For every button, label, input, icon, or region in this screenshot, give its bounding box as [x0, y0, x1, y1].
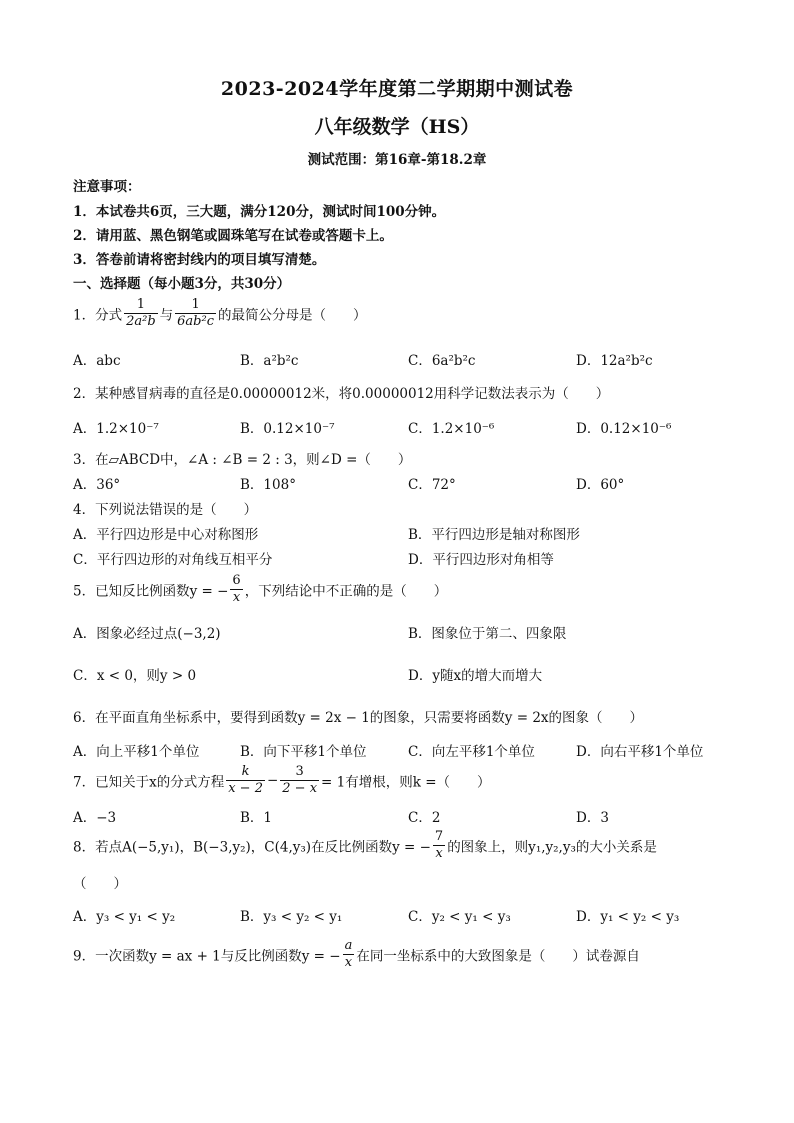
- question-9-stem: 9．一次函数y = ax + 1与反比例函数y = − $\frac{a}{x}$ 在同一坐标系中的大致图象是（ ）试卷源自: [73, 938, 640, 970]
- fraction: $\frac{1}{\text{6ab²c}}$: [177, 297, 214, 329]
- fraction: $\frac{1}{\text{2a²b}}$: [126, 297, 156, 329]
- option-b: B．a²b²c: [240, 353, 299, 369]
- note-item: 2．请用蓝、黑色钢笔或圆珠笔写在试卷或答题卡上。: [73, 228, 393, 244]
- option-c: C．6a²b²c: [408, 353, 476, 369]
- option-c: C．72°: [408, 477, 456, 493]
- option-b: B．0.12×10⁻⁷: [240, 421, 335, 437]
- option-a: A．图象必经过点(−3,2): [73, 626, 221, 642]
- option-d: D．3: [576, 810, 609, 826]
- note-item: 1．本试卷共6页，三大题，满分120分，测试时间100分钟。: [73, 204, 446, 220]
- option-b: B．y₃ < y₂ < y₁: [240, 909, 343, 925]
- exam-title: 2023-2024学年度第二学期期中测试卷: [220, 78, 574, 100]
- option-a: A．abc: [73, 353, 121, 369]
- option-c: C．2: [408, 810, 441, 826]
- option-b: B．向下平移1个单位: [240, 744, 367, 760]
- notes-heading: 注意事项：: [73, 179, 141, 195]
- option-d: D．平行四边形对角相等: [408, 552, 554, 568]
- option-c: C．y₂ < y₁ < y₃: [408, 909, 511, 925]
- option-a: A．1.2×10⁻⁷: [73, 421, 159, 437]
- option-a: A．向上平移1个单位: [73, 744, 200, 760]
- section-heading: 一、选择题（每小题3分，共30分）: [73, 276, 291, 292]
- fraction: $\frac{a}{x}$: [344, 938, 353, 970]
- question-6-stem: 6．在平面直角坐标系中，要得到函数y = 2x − 1的图象，只需要将函数y = 2x的图象（ ）: [73, 710, 644, 726]
- option-d: D．12a²b²c: [576, 353, 653, 369]
- option-a: A．平行四边形是中心对称图形: [73, 527, 259, 543]
- question-8-stem-line2: （ ）: [73, 876, 127, 892]
- option-d: D．0.12×10⁻⁶: [576, 421, 672, 437]
- option-c: C．x < 0，则y > 0: [73, 668, 197, 684]
- exam-scope: 测试范围：第16章-第18.2章: [307, 152, 487, 168]
- option-b: B．108°: [240, 477, 296, 493]
- question-1-stem: 1．分式 $\frac{1}{\text{2a²b}}$ 与 $\frac{1}{\text{6ab²c}}$ 的最简公分母是（ ）: [73, 297, 367, 329]
- option-c: C．平行四边形的对角线互相平分: [73, 552, 273, 568]
- option-b: B．图象位于第二、四象限: [408, 626, 567, 642]
- question-4-stem: 4．下列说法错误的是（ ）: [73, 502, 258, 518]
- option-c: C．1.2×10⁻⁶: [408, 421, 495, 437]
- exam-subject: 八年级数学（HS）: [314, 116, 480, 138]
- note-item: 3．答卷前请将密封线内的项目填写清楚。: [73, 252, 326, 268]
- option-d: D．向右平移1个单位: [576, 744, 704, 760]
- option-d: D．60°: [576, 477, 625, 493]
- option-a: A．−3: [73, 810, 117, 826]
- question-5-stem: 5．已知反比例函数y = − $\frac{6}{x}$ ，下列结论中不正确的是（ ）: [73, 573, 448, 605]
- option-c: C．向左平移1个单位: [408, 744, 535, 760]
- fraction: $\frac{6}{x}$: [232, 573, 241, 605]
- option-b: B．1: [240, 810, 273, 826]
- fraction: $\frac{3}{2 - x}$: [282, 764, 318, 796]
- option-b: B．平行四边形是轴对称图形: [408, 527, 580, 543]
- question-3-stem: 3．在▱ABCD中，∠A : ∠B = 2 : 3，则∠D =（ ）: [73, 452, 412, 468]
- question-2-stem: 2．某种感冒病毒的直径是0.00000012米，将0.00000012用科学记数法表示为（ ）: [73, 386, 610, 402]
- fraction: $\frac{7}{x}$: [434, 829, 444, 861]
- option-d: D．y随x的增大而增大: [408, 668, 543, 684]
- option-d: D．y₁ < y₂ < y₃: [576, 909, 680, 925]
- question-7-stem: 7．已知关于x的分式方程 $\frac{k}{x - 2}$ − $\frac{3}{2 - x}$ = 1有增根，则k =（ ）: [73, 764, 491, 796]
- option-a: A．36°: [73, 477, 121, 493]
- fraction: $\frac{k}{x - 2}$: [228, 764, 263, 796]
- question-8-stem: 8．若点A(−5,y₁)，B(−3,y₂)，C(4,y₃)在反比例函数y = − $\frac{7}{x}$ 的图象上，则y₁,y₂,y₃的大小关系是: [73, 829, 657, 861]
- option-a: A．y₃ < y₁ < y₂: [73, 909, 176, 925]
